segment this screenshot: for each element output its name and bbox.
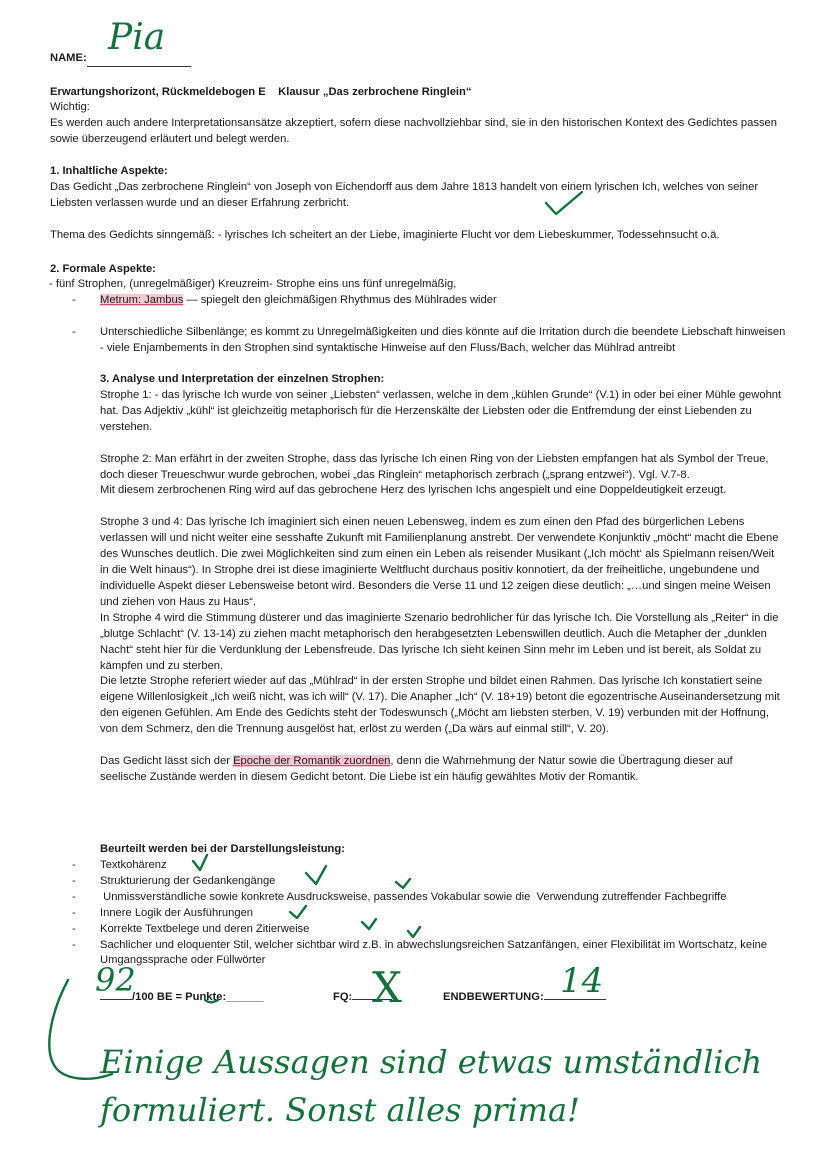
- endbewertung-handwritten: 14: [560, 961, 604, 1001]
- fq-mark: X: [372, 963, 402, 1012]
- strophe2b-text: Mit diesem zerbrochenen Ring wird auf das gebrochene Herz des lyrischen Ichs angespielt und eine Doppeldeutigkeit erzeugt.: [100, 484, 727, 497]
- beurteilung-item: - Sachlicher und eloquenter Stil, welcher sichtbar wird z.B. in abwechslungsreichen Satzanfängen, einer Flexibilität im Wortschatz, keine Umgangssprache oder Füllwörter: [72, 938, 768, 967]
- strophe5-text: Die letzte Strophe referiert wieder auf das „Mühlrad“ in der ersten Strophe und bildet einen Rahmen. Das lyrische Ich konstatiert seine eigene Willenlosigkeit „Ich weiß nicht, was ich will“ (V. 17). Die Anapher „Ich“ (V. 18+19) betont die egozentrische Auseinandersetzung mit den eigenen Gefühlen. Am Ende des Gedichts steht der Todeswunsch („Möcht am liebsten sterben, V. 19) verbunden mit der Hoffnung, von dem Schmerz, den die Trennung ausgelöst hat, erlöst zu werden („Da wärs auf einmal still“, V. 20).: [100, 675, 780, 736]
- section1-text: Das Gedicht „Das zerbrochene Ringlein“ von Joseph von Eichendorff aus dem Jahre 1813 handelt von einem lyrischen Ich, welches von seiner Liebsten verlassen wurde und an dieser Erfahrung zerbricht.: [50, 181, 759, 209]
- strophe4-text: In Strophe 4 wird die Stimmung düsterer und das imaginierte Szenario bedrohlicher für das lyrische Ich. Die Vorstellung als „Reiter“ in die „blutge Schlacht“ (V. 13-14) zu ziehen macht metaphorisch den herabgesetzten Lebenswillen deutlich. Auch die Metapher der „dunklen Nacht“ steht hier für die Verdunklung der Lebensfreude. Das lyrische Ich sieht keinen Sinn mehr im Leben und ist bereit, als Soldat zu kämpfen und zu sterben.: [100, 611, 779, 672]
- check-mark-icon: [306, 866, 326, 884]
- points-handwritten: 92: [95, 961, 136, 999]
- name-label: NAME:: [50, 52, 87, 64]
- beurteilung-item: - Innere Logik der Ausführungen: [50, 906, 785, 922]
- metrum-rest: — spiegelt den gleichmäßigen Rhythmus des Mühlrades wider: [183, 294, 497, 306]
- bullet-dash: -: [72, 325, 76, 338]
- wichtig-text: Es werden auch andere Interpretationsansätze akzeptiert, sofern diese nachvollziehbar sind, sie in den historischen Kontext des Gedichtes passen sowie überzeugend erläutert und belegt werden.: [50, 117, 777, 145]
- check-mark-icon: [290, 906, 306, 918]
- epoche-post: , denn die Wahrnehmung der Natur sowie die Übertragung dieser auf seelische Zustände werden in diesem Gedicht betont. Die Liebe ist ein häufig gewähltes Motiv der Romantik.: [100, 755, 733, 783]
- section1-heading: 1. Inhaltliche Aspekte:: [50, 165, 168, 177]
- check-mark-icon: [193, 855, 207, 870]
- strophe2-text: Strophe 2: Man erfährt in der zweiten Strophe, dass das lyrische Ich einen Ring von der Liebsten empfangen hat als Symbol der Treue, doch dieser Treueschwur wurde gebrochen, wobei „das Ringlein“ metaphorisch zerbrach („sprang entzwei“). Vgl. V.7-8.: [100, 452, 769, 481]
- bullet-dash: -: [72, 874, 76, 887]
- section1-thema: Thema des Gedichts sinngemäß: - lyrisches Ich scheitert an der Liebe, imaginierte Flucht vor dem Liebeskummer, Todessehnsucht o.ä.: [50, 229, 720, 241]
- bullet-dash: -: [72, 294, 76, 306]
- check-mark-icon: [396, 879, 410, 888]
- check-mark-icon: [408, 927, 420, 937]
- fq-label: FQ:: [333, 991, 353, 1003]
- bullet-dash: -: [72, 906, 76, 919]
- strophe34-text: Strophe 3 und 4: Das lyrische Ich imaginiert sich einen neuen Lebensweg, indem es zum einen den Pfad des bürgerlichen Lebens verlassen will und nicht weiter eine sesshafte Zukunft mit Familienplanung anstrebt. Der verwendete Konjunktiv „möcht“ macht die Ebene des Wunsches deutlich. Die zwei Möglichkeiten sind zum einen ein Leben als reisender Musikant („Ich möcht‘ als Spielmann reisen/Weit in die Welt hinaus“). In Strophe drei ist diese imaginierte Weltflucht durchaus positiv konnotiert, da der freiheitliche, ungebundene und individuelle Aspekt dieser Lebensweise betont wird. Besonders die Verse 11 und 12 zeigen diese deutlich: „…und singen meine Weisen und ziehen von Haus zu Haus“.: [100, 516, 779, 608]
- bullet-dash: -: [72, 890, 76, 903]
- wichtig-label: Wichtig:: [50, 101, 90, 113]
- bullet-dash: -: [72, 859, 76, 871]
- beurteilung-item: - Textkohärenz: [50, 858, 785, 874]
- strophe1-text: Strophe 1: - das lyrische Ich wurde von seiner „Liebsten“ verlassen, welche in dem „kühlen Grunde“ (V.1) in oder bei einer Mühle gewohnt hat. Das Adjektiv „kühl“ ist gleichzeitig metaphorisch für die Herzenskälte der Liebsten oder die Entfremdung der einst Liebenden zu verstehen.: [100, 388, 782, 433]
- check-mark-icon: [362, 919, 376, 929]
- underline-stroke-icon: [205, 1000, 218, 1002]
- comment-line: Einige Aussagen sind etwas umständlich: [100, 1043, 763, 1081]
- silben-text: Unterschiedliche Silbenlänge; es kommt zu Unregelmäßigkeiten und dies könnte auf die Irritation durch die beendete Liebschaft hinweisen: [100, 325, 786, 338]
- beurteilung-item: - Unmissverständliche sowie konkrete Ausdrucksweise, passendes Vokabular sowie die Verwendung zutreffender Fachbegriffe: [50, 890, 785, 906]
- header-title: Erwartungshorizont, Rückmeldebogen E Klausur „Das zerbrochene Ringlein“: [50, 86, 472, 98]
- name-handwritten: Pia: [108, 17, 166, 58]
- enjambements-text: - viele Enjambements in den Strophen sind syntaktische Hinweise auf den Fluss/Bach, welcher das Mühlrad antreibt: [100, 342, 676, 354]
- bullet-dash: -: [72, 938, 76, 951]
- points-label: /100 BE = Punkte:______: [132, 991, 264, 1003]
- check-mark-icon: [546, 192, 582, 214]
- section2-heading: 2. Formale Aspekte:: [50, 263, 156, 275]
- comment-line: formuliert. Sonst alles prima!: [100, 1091, 580, 1129]
- beurteilung-heading: Beurteilt werden bei der Darstellungsleistung:: [100, 843, 345, 855]
- bracket-stroke-icon: [49, 980, 112, 1079]
- section3-heading: 3. Analyse und Interpretation der einzelnen Strophen:: [100, 373, 385, 385]
- epoche-highlight: Epoche der Romantik zuordnen: [233, 755, 391, 768]
- beurteilung-item: - Korrekte Textbelege und deren Zitierweise: [50, 922, 785, 938]
- metrum-highlight: Metrum: Jambus: [100, 294, 184, 306]
- bullet-dash: -: [72, 922, 76, 935]
- beurteilung-item: - Strukturierung der Gedankengänge: [50, 874, 785, 890]
- section2-intro: - fünf Strophen, (unregelmäßiger) Kreuzreim- Strophe eins uns fünf unregelmäßig,: [49, 278, 457, 290]
- epoche-pre: Das Gedicht lässt sich der: [100, 755, 234, 768]
- endbewertung-label: ENDBEWERTUNG:: [443, 991, 544, 1003]
